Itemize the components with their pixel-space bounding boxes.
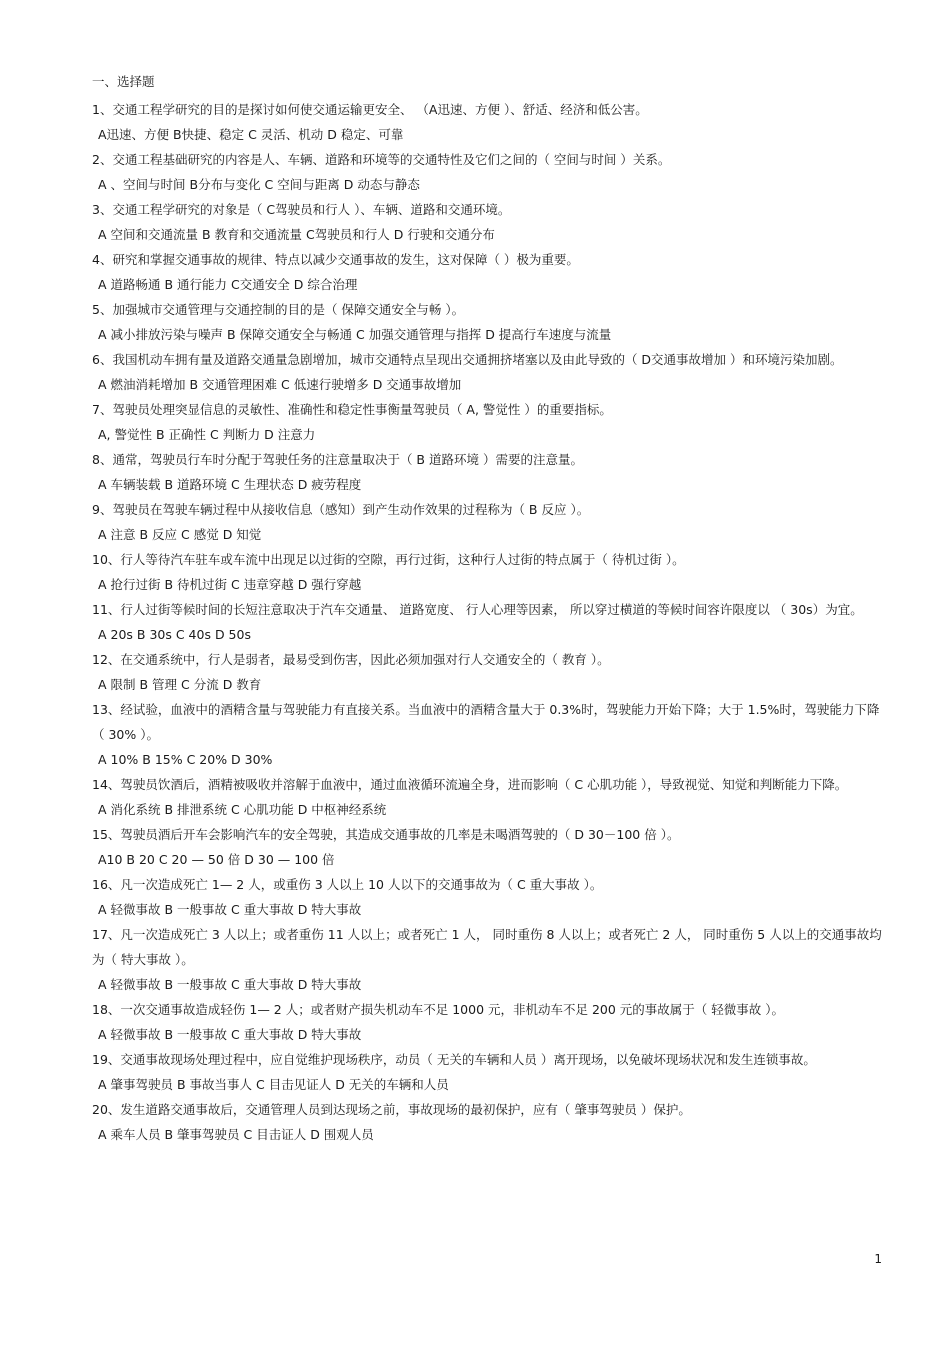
question-options: A, 警觉性 B 正确性 C 判断力 D 注意力 bbox=[98, 427, 316, 442]
question-options: A迅速、方便 B快捷、稳定 C 灵活、机动 D 稳定、可靠 bbox=[98, 127, 404, 142]
question-stem: 15、驾驶员酒后开车会影响汽车的安全驾驶，其造成交通事故的几率是未喝酒驾驶的（ D 30－100 倍 ）。 bbox=[92, 827, 680, 842]
question-stem: 14、驾驶员饮酒后，酒精被吸收并溶解于血液中，通过血液循环流遍全身，进而影响（ C 心肌功能 ），导致视觉、知觉和判断能力下降。 bbox=[92, 777, 848, 792]
question-stem: 16、凡一次造成死亡 1— 2 人，或重伤 3 人以上 10 人以下的交通事故为（ C 重大事故 ）。 bbox=[92, 877, 603, 892]
question-stem: 5、加强城市交通管理与交通控制的目的是（ 保障交通安全与畅 ）。 bbox=[92, 302, 465, 317]
question-stem: 12、在交通系统中，行人是弱者，最易受到伤害，因此必须加强对行人交通安全的（ 教育 ）。 bbox=[92, 652, 610, 667]
question-options: A 道路畅通 B 通行能力 C交通安全 D 综合治理 bbox=[98, 277, 358, 292]
question-stem: 2、交通工程基础研究的内容是人、车辆、道路和环境等的交通特性及它们之间的（ 空间与时间 ）关系。 bbox=[92, 152, 671, 167]
question-list bbox=[92, 97, 887, 1147]
section-title: 一、选择题 bbox=[92, 74, 155, 89]
question-stem: 9、驾驶员在驾驶车辆过程中从接收信息（感知）到产生动作效果的过程称为（ B 反应 ）。 bbox=[92, 502, 590, 517]
question-options: A 轻微事故 B 一般事故 C 重大事故 D 特大事故 bbox=[98, 977, 362, 992]
question-options: A 注意 B 反应 C 感觉 D 知觉 bbox=[98, 527, 262, 542]
question-stem: 8、通常，驾驶员行车时分配于驾驶任务的注意量取决于（ B 道路环境 ）需要的注意量。 bbox=[92, 452, 583, 467]
question-options: A10 B 20 C 20 — 50 倍 D 30 — 100 倍 bbox=[98, 852, 335, 867]
question-stem: 6、我国机动车拥有量及道路交通量急剧增加，城市交通特点呈现出交通拥挤堵塞以及由此导致的（ D交通事故增加 ）和环境污染加剧。 bbox=[92, 352, 843, 367]
question-options: A 乘车人员 B 肇事驾驶员 C 目击证人 D 围观人员 bbox=[98, 1127, 374, 1142]
question-stem: 11、行人过街等候时间的长短注意取决于汽车交通量、 道路宽度、 行人心理等因素， 所以穿过横道的等候时间容许限度以 （ 30s）为宜。 bbox=[92, 602, 863, 617]
question-options: A 减小排放污染与噪声 B 保障交通安全与畅通 C 加强交通管理与指挥 D 提高行车速度与流量 bbox=[98, 327, 612, 342]
question-stem: 18、一次交通事故造成轻伤 1— 2 人；或者财产损失机动车不足 1000 元，非机动车不足 200 元的事故属于（ 轻微事故 ）。 bbox=[92, 1002, 784, 1017]
question-options: A 轻微事故 B 一般事故 C 重大事故 D 特大事故 bbox=[98, 1027, 362, 1042]
question-stem: 10、行人等待汽车驻车或车流中出现足以过街的空隙，再行过街，这种行人过街的特点属于（ 待机过街 ）。 bbox=[92, 552, 685, 567]
question-options: A 消化系统 B 排泄系统 C 心肌功能 D 中枢神经系统 bbox=[98, 802, 387, 817]
question-stem: 17、凡一次造成死亡 3 人以上；或者重伤 11 人以上；或者死亡 1 人， 同时重伤 8 人以上；或者死亡 2 人， 同时重伤 5 人以上的交通事故均为（ 特大事故 ）。 bbox=[92, 927, 882, 967]
page-number: 1 bbox=[874, 1252, 882, 1266]
question-stem: 1、交通工程学研究的目的是探讨如何使交通运输更安全、 （A迅速、方便 ）、舒适、经济和低公害。 bbox=[92, 102, 648, 117]
question-stem: 3、交通工程学研究的对象是（ C驾驶员和行人 ）、车辆、道路和交通环境。 bbox=[92, 202, 511, 217]
question-options: A 空间和交通流量 B 教育和交通流量 C驾驶员和行人 D 行驶和交通分布 bbox=[98, 227, 495, 242]
question-options: A 10% B 15% C 20% D 30% bbox=[98, 752, 273, 767]
question-options: A 轻微事故 B 一般事故 C 重大事故 D 特大事故 bbox=[98, 902, 362, 917]
question-options: A 肇事驾驶员 B 事故当事人 C 目击见证人 D 无关的车辆和人员 bbox=[98, 1077, 449, 1092]
question-options: A 燃油消耗增加 B 交通管理困难 C 低速行驶增多 D 交通事故增加 bbox=[98, 377, 462, 392]
question-options: A 抢行过街 B 待机过街 C 违章穿越 D 强行穿越 bbox=[98, 577, 362, 592]
question-stem: 4、研究和掌握交通事故的规律、特点以减少交通事故的发生，这对保障（ ）极为重要。 bbox=[92, 252, 579, 267]
question-options: A 、空间与时间 B分布与变化 C 空间与距离 D 动态与静态 bbox=[98, 177, 420, 192]
question-stem: 19、交通事故现场处理过程中，应自觉维护现场秩序，动员（ 无关的车辆和人员 ）离开现场，以免破坏现场状况和发生连锁事故。 bbox=[92, 1052, 816, 1067]
question-options: A 车辆装载 B 道路环境 C 生理状态 D 疲劳程度 bbox=[98, 477, 362, 492]
question-stem: 7、驾驶员处理突显信息的灵敏性、准确性和稳定性事衡量驾驶员（ A, 警觉性 ）的重要指标。 bbox=[92, 402, 612, 417]
question-options: A 20s B 30s C 40s D 50s bbox=[98, 627, 251, 642]
question-stem: 13、经试验，血液中的酒精含量与驾驶能力有直接关系。当血液中的酒精含量大于 0.3%时，驾驶能力开始下降；大于 1.5%时，驾驶能力下降（ 30% ）。 bbox=[92, 702, 880, 742]
question-options: A 限制 B 管理 C 分流 D 教育 bbox=[98, 677, 262, 692]
question-stem: 20、发生道路交通事故后，交通管理人员到达现场之前，事故现场的最初保护，应有（ 肇事驾驶员 ）保护。 bbox=[92, 1102, 691, 1117]
